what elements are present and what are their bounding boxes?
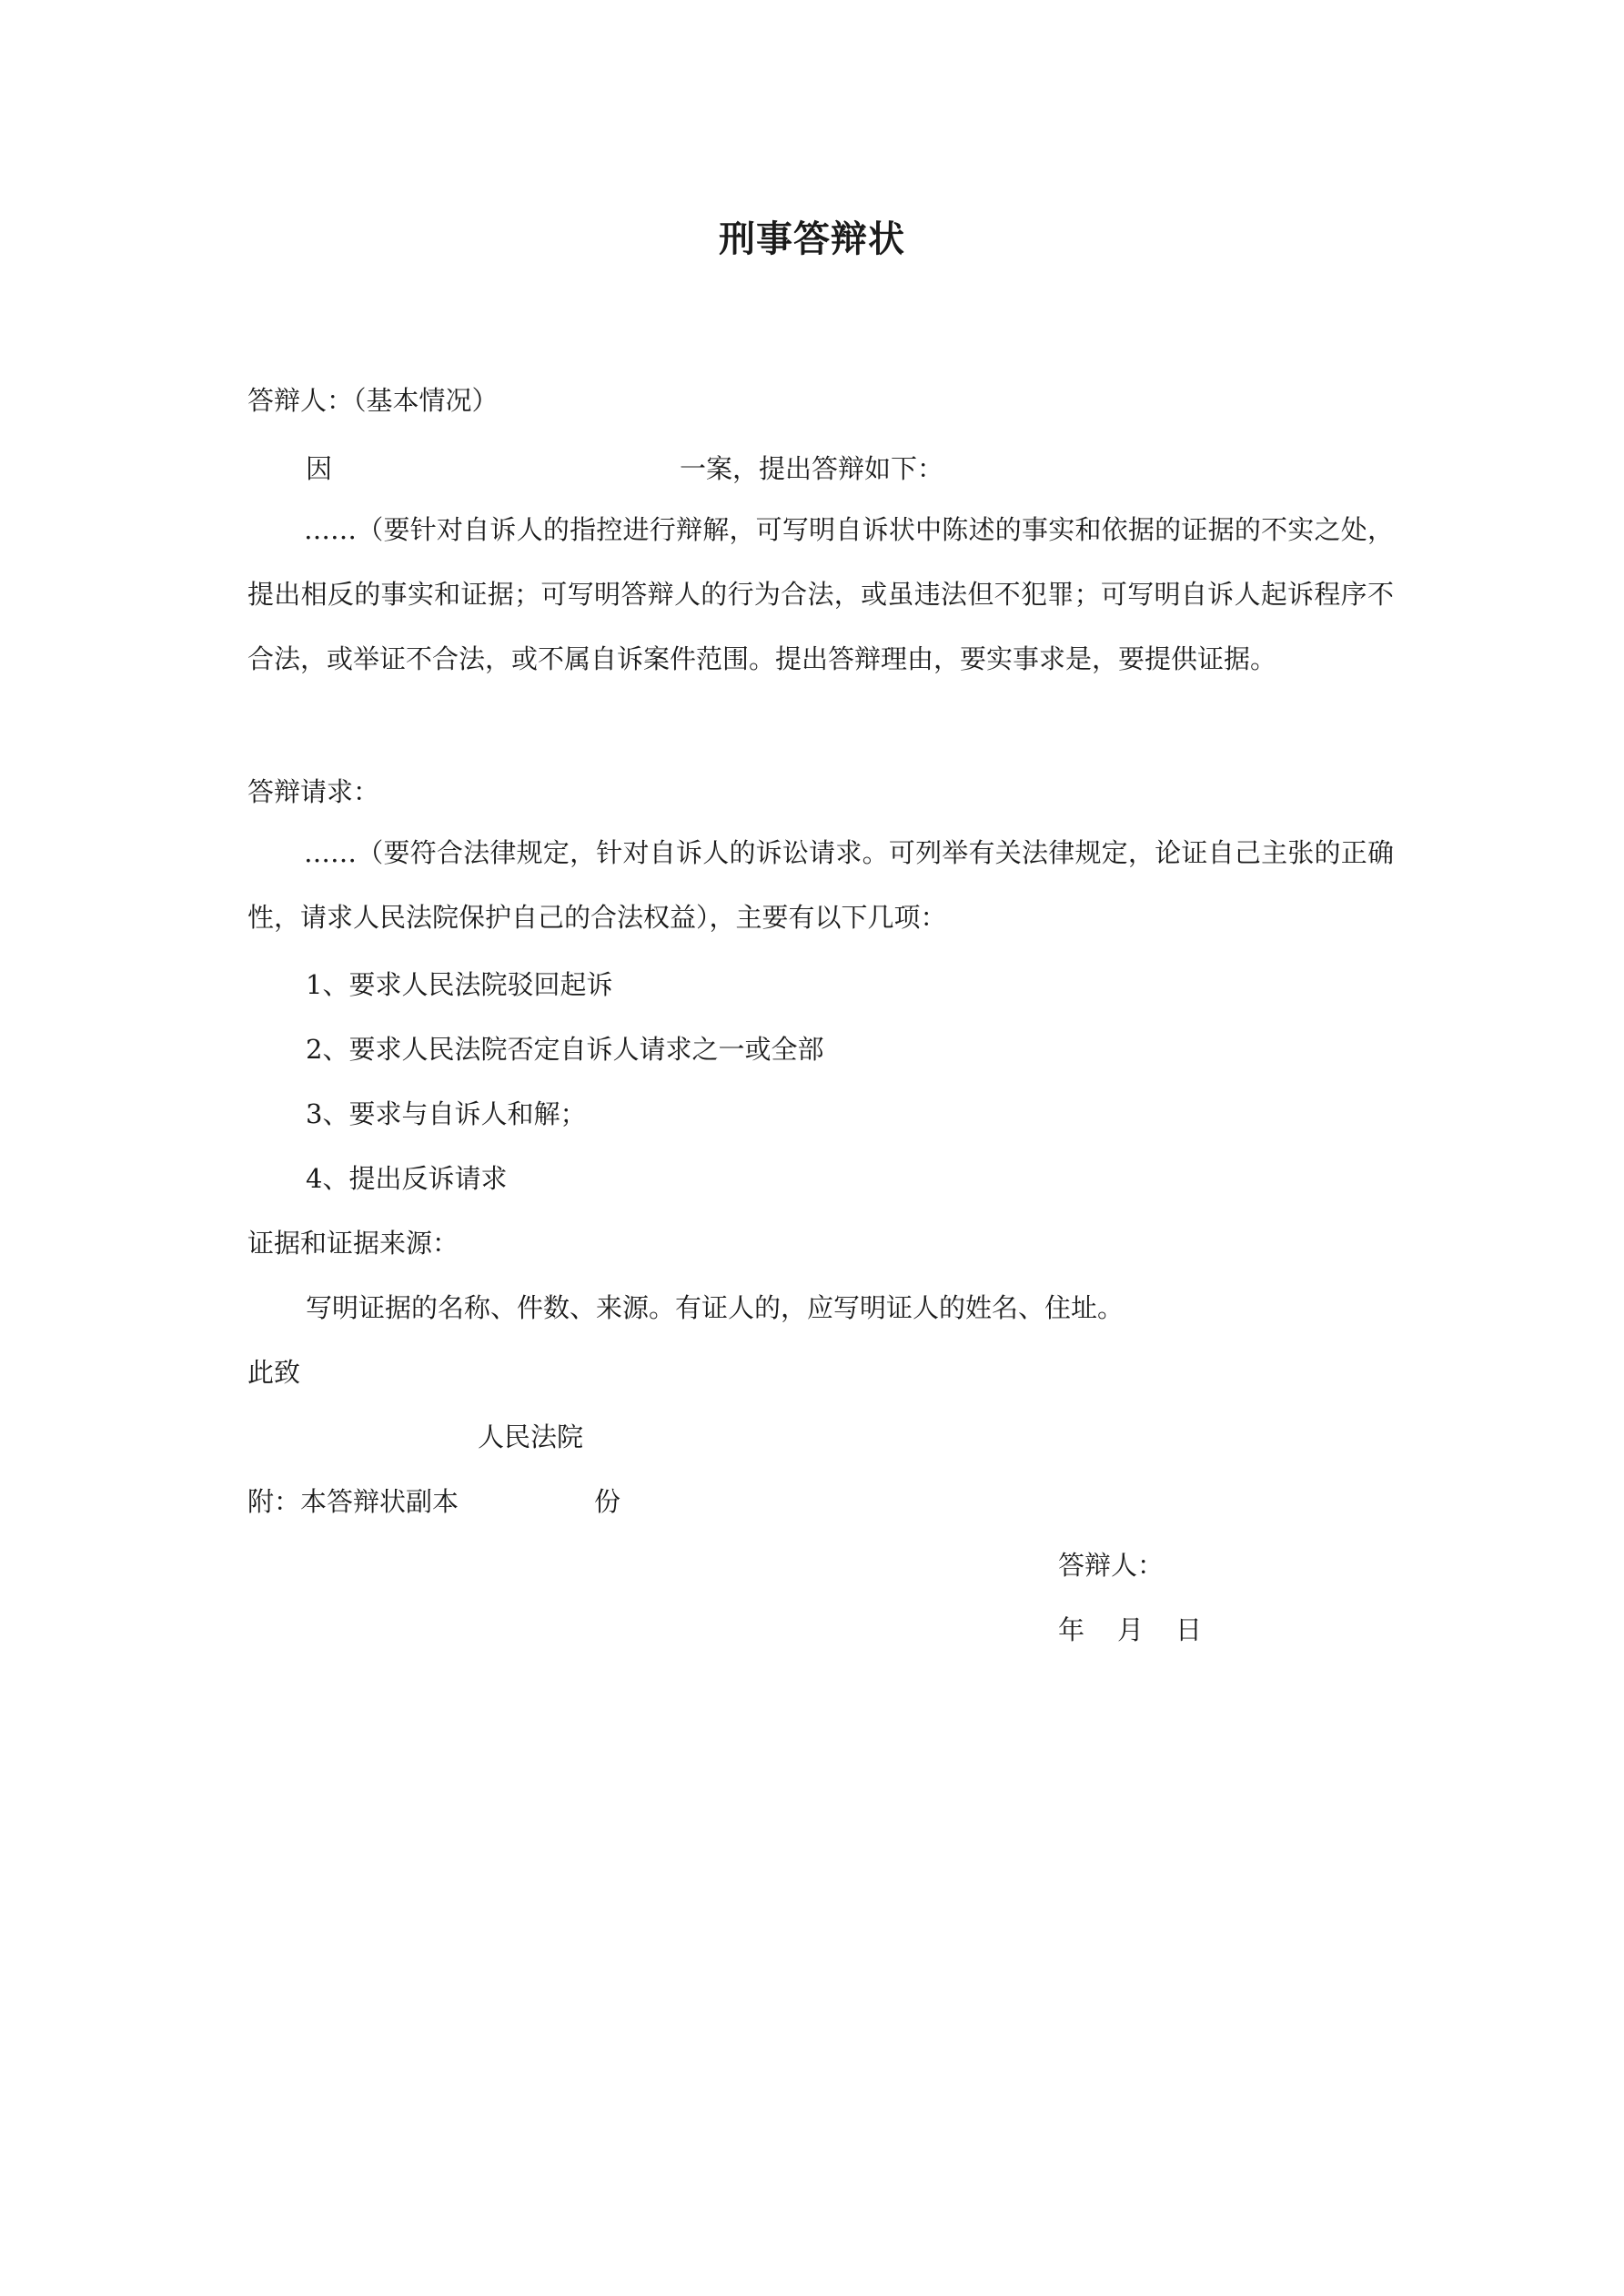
defense-paragraph: ……（要针对自诉人的指控进行辩解，可写明自诉状中陈述的事实和依据的证据的不实之处，提出相反的事实和证据；可写明答辩人的行为合法，或虽违法但不犯罪；可写明自诉人起诉程序不合法，或举证不合法，或不属自诉案件范围。提出答辩理由，要实事求是，要提供证据。	[247, 514, 1394, 674]
request-item-3: 3、要求与自诉人和解；	[306, 1098, 587, 1129]
attachment-prefix: 附：本答辩状副本	[247, 1486, 459, 1517]
date-year: 年	[1058, 1614, 1085, 1645]
evidence-heading: 证据和证据来源：	[247, 1228, 459, 1259]
request-item-1: 1、要求人民法院驳回起诉	[306, 969, 613, 1000]
attachment-suffix: 份	[594, 1486, 621, 1517]
document-title: 刑事答辩状	[719, 218, 905, 260]
respondent-line: 答辩人：（基本情况）	[247, 385, 499, 416]
evidence-text: 写明证据的名称、件数、来源。有证人的，应写明证人的姓名、住址。	[306, 1292, 1125, 1323]
case-suffix: 一案，提出答辩如下：	[680, 453, 944, 484]
request-item-2: 2、要求人民法院否定自诉人请求之一或全部	[306, 1034, 824, 1065]
signature-label: 答辩人：	[1058, 1550, 1165, 1581]
date-month: 月	[1117, 1614, 1145, 1645]
request-paragraph: ……（要符合法律规定，针对自诉人的诉讼请求。可列举有关法律规定，论证自己主张的正确性，请求人民法院保护自己的合法权益），主要有以下几项：	[247, 837, 1394, 933]
request-heading: 答辩请求：	[247, 776, 380, 807]
court-name: 人民法院	[478, 1421, 584, 1452]
salutation: 此致	[247, 1357, 301, 1388]
request-item-4: 4、提出反诉请求	[306, 1163, 508, 1194]
case-prefix: 因	[306, 453, 333, 484]
date-day: 日	[1175, 1614, 1203, 1645]
